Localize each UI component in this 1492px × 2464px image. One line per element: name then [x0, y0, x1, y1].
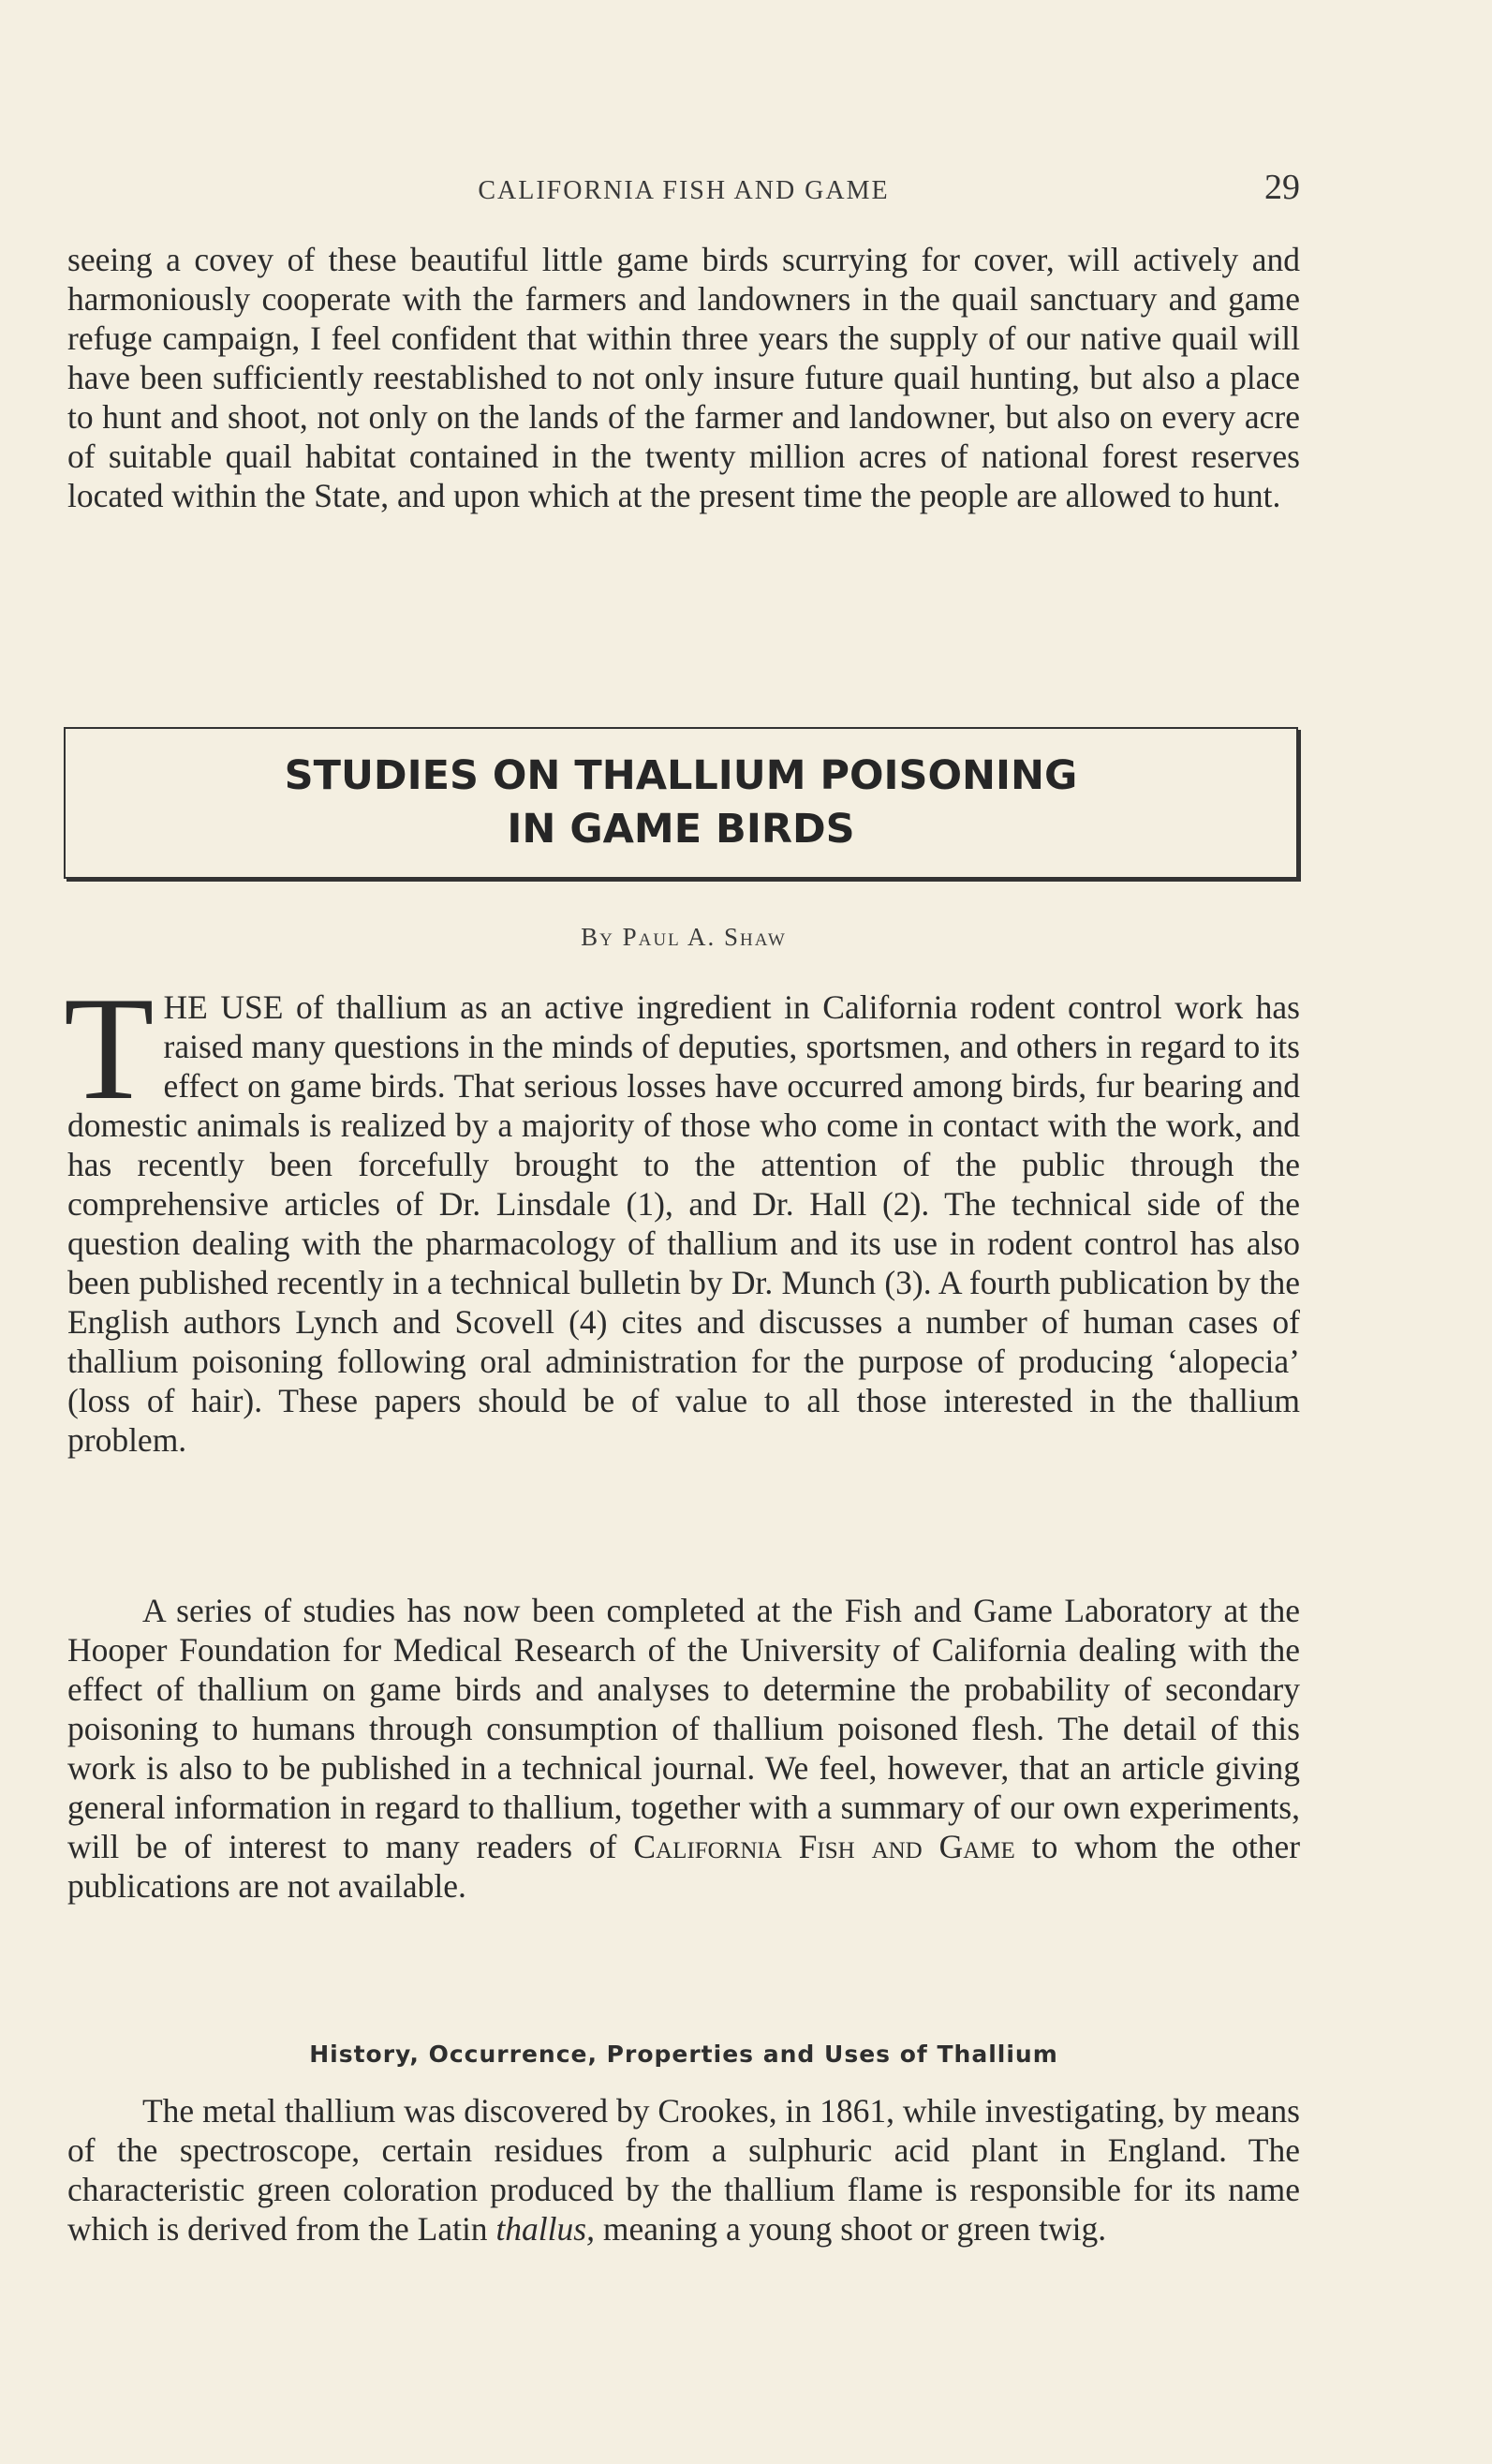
- article-title: STUDIES ON THALLIUM POISONING IN GAME BIRDS: [284, 752, 1078, 853]
- running-title: CALIFORNIA FISH AND GAME: [478, 176, 890, 205]
- byline-text: By Paul A. Shaw: [581, 923, 787, 951]
- second-paragraph-end: to whom the other publications are not available.: [67, 1828, 1301, 1905]
- journal-name: California Fish and Game: [633, 1828, 1015, 1865]
- page-number: 29: [1264, 168, 1300, 207]
- byline: [0, 923, 1367, 952]
- first-paragraph-text: HE USE of thallium as an active ingredient in California rodent control work has raised many questions in the minds of deputies, sportsmen, and others in regard to its effect on game birds. That serious losses have occurred among birds, fur bearing and domestic animals is realized by a majority of those who come in contact with the work, and has recently been forcefully brought to the attention of the public through the comprehensive articles of Dr. Linsdale (1), and Dr. Hall (2). The technical side of the question dealing with the pharmacology of thallium and its use in rodent control has also been published recently in a technical bulletin by Dr. Munch (3). A fourth publication by the English authors Lynch and Scovell (4) cites and discusses a number of human cases of thallium poisoning following oral administration for the purpose of producing ‘alopecia’ (loss of hair). These papers should be of value to all those interested in the thallium problem.: [67, 988, 1300, 1459]
- section-heading: History, Occurrence, Properties and Uses of Thallium: [309, 2041, 1058, 2068]
- drop-cap: T: [64, 967, 155, 1131]
- second-paragraph: [67, 1591, 1300, 1906]
- intro-paragraph: seeing a covey of these beautiful little game birds scurrying for cover, will actively and harmoniously cooperate with the farmers and landowners in the quail sanctuary and game refuge campaign, I feel confident that within three years the supply of our native quail will have been sufficiently reestablished to not only insure future quail hunting, but also a place to hunt and shoot, not only on the lands of the farmer and landowner, but also on every acre of suitable quail habitat contained in the twenty million acres of national forest reserves located within the State, and upon which at the present time the people are allowed to hunt.: [67, 241, 1300, 514]
- third-paragraph-end: meaning a young shoot or green twig.: [602, 2210, 1107, 2248]
- second-paragraph-start: A series of studies has now been completed at the Fish and Game Laboratory at the Hooper Foundation for Medical Research of the University of California dealing with the effect of thallium on game birds and analyses to determine the probability of secondary poisoning to humans through consumption of thallium poisoned flesh. The detail of this work is also to be published in a technical journal. We feel, however, that an article giving general information in regard to thallium, together with a summary of our own experiments, will be of interest to many readers of: [67, 1592, 1300, 1865]
- third-paragraph: [67, 2091, 1300, 2249]
- third-paragraph-start: The metal thallium was discovered by Crookes, in 1861, while investigating, by means of the spectroscope, certain residues from a sulphuric acid plant in England. The characteristic green coloration produced by the thallium flame is responsible for its name which is derived from the Latin: [67, 2092, 1300, 2248]
- article-title-box: [64, 727, 1298, 879]
- page-header: [67, 167, 1300, 214]
- first-paragraph: [64, 967, 1300, 1460]
- latin-term: thallus,: [495, 2210, 595, 2248]
